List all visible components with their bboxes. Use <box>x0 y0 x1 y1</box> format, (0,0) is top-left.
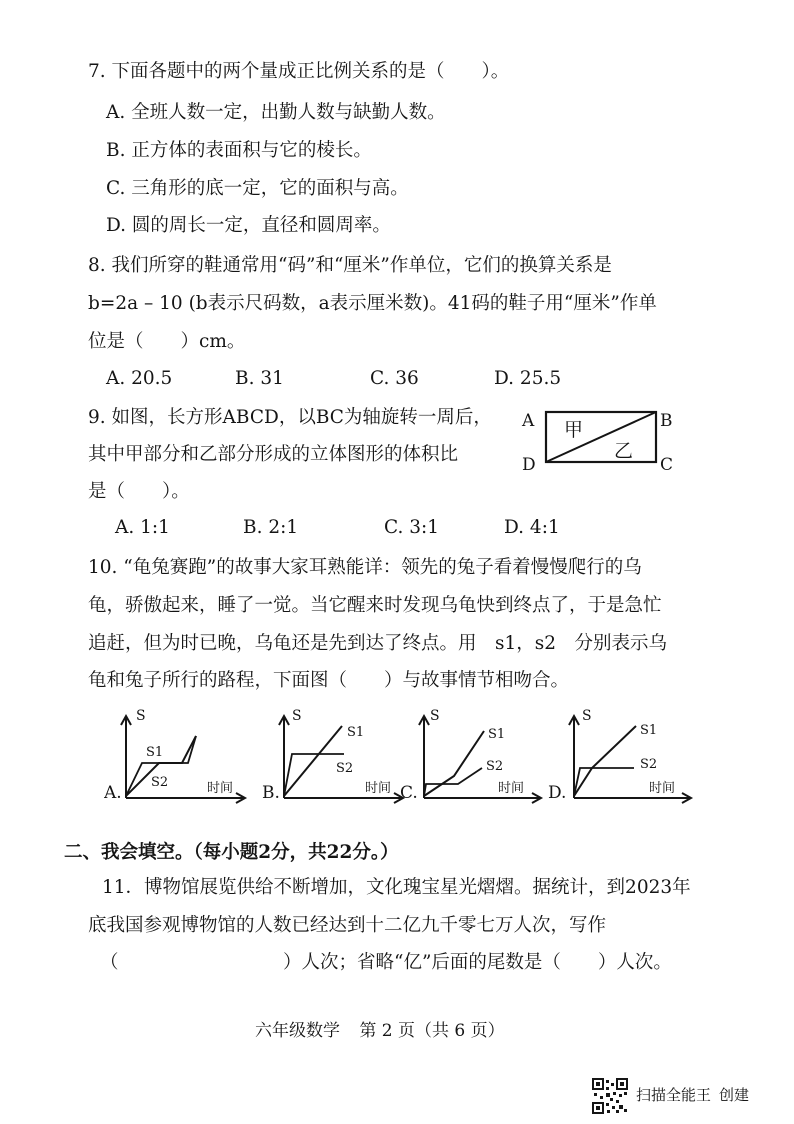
option-letter: D. <box>548 783 567 803</box>
s2-label: S2 <box>151 775 169 790</box>
watermark-app-name: 扫描全能王 <box>636 1086 712 1104</box>
x-axis-label: 时间 <box>365 781 392 796</box>
q8-option-a: A. 20.5 <box>106 368 173 389</box>
s1-label: S1 <box>640 723 658 738</box>
q9-line1: 9. 如图，长方形ABCD，以BC为轴旋转一周后， <box>88 407 492 428</box>
q9-option-a: A. 1:1 <box>115 517 170 538</box>
q10-graph-b <box>262 706 412 806</box>
q7-option-a: A. 全班人数一定，出勤人数与缺勤人数。 <box>106 102 446 123</box>
watermark-text <box>636 1084 757 1105</box>
option-letter: C. <box>400 783 418 803</box>
q9-option-b: B. 2:1 <box>243 517 299 538</box>
s2-label: S2 <box>336 761 354 776</box>
s1-line <box>574 726 636 796</box>
diagonal-db <box>546 412 656 462</box>
option-letter: B. <box>262 783 280 803</box>
q7-stem: 7. 下面各题中的两个量成正比例关系的是（ ）。 <box>88 61 510 82</box>
s1-label: S1 <box>488 727 506 742</box>
q9-line2: 其中甲部分和乙部分形成的立体图形的体积比 <box>88 444 459 465</box>
q8-line1: 8. 我们所穿的鞋通常用“码”和“厘米”作单位，它们的换算关系是 <box>88 255 612 276</box>
q8-line2: b=2a – 10 (b表示尺码数，a表示厘米数)。41码的鞋子用“厘米”作单 <box>88 293 657 314</box>
s2-label: S2 <box>486 759 504 774</box>
s2-line <box>424 768 482 796</box>
q10-graph-c <box>400 706 550 806</box>
q10-line1: 10. “龟兔赛跑”的故事大家耳熟能详：领先的兔子看着慢慢爬行的乌 <box>88 557 642 578</box>
q10-line4: 龟和兔子所行的路程，下面图（ ）与故事情节相吻合。 <box>88 670 570 691</box>
s1-label: S1 <box>146 745 164 760</box>
section2-heading: 二、我会填空。（每小题2分，共22分。） <box>64 842 399 863</box>
q11-line3-rest: ）人次；省略“亿”后面的尾数是（ ）人次。 <box>283 952 672 973</box>
q10-line2: 龟，骄傲起来，睡了一觉。当它醒来时发现乌龟快到终点了，于是急忙 <box>88 595 662 616</box>
q9-rectangle-figure <box>518 402 678 474</box>
q11-line1: 11．博物馆展览供给不断增加，文化瑰宝星光熠熠。据统计，到2023年 <box>102 877 691 898</box>
q11-line3-open: （ <box>100 952 119 973</box>
label-d: D <box>522 455 536 474</box>
watermark-action: 创建 <box>719 1086 750 1104</box>
s1-label: S1 <box>347 725 365 740</box>
q7-option-c: C. 三角形的底一定，它的面积与高。 <box>106 178 409 199</box>
q10-graph-d <box>548 706 698 806</box>
s1-line <box>424 731 484 796</box>
s2-label: S2 <box>640 757 658 772</box>
y-axis-label: S <box>582 708 592 724</box>
page-footer <box>255 1016 505 1041</box>
y-axis-label: S <box>292 708 302 724</box>
q9-option-d: D. 4:1 <box>504 517 560 538</box>
q8-option-c: C. 36 <box>370 368 419 389</box>
q8-option-d: D. 25.5 <box>494 368 562 389</box>
qr-code-icon <box>592 1078 628 1114</box>
footer-grade-subject: 六年级数学 <box>255 1021 340 1041</box>
label-b: B <box>660 411 673 431</box>
q10-graph-a <box>104 706 254 806</box>
y-axis-label: S <box>430 708 440 724</box>
label-jia: 甲 <box>564 419 584 441</box>
y-axis-label: S <box>136 708 146 724</box>
footer-page-number: 第 2 页（共 6 页） <box>359 1021 505 1041</box>
x-axis-label: 时间 <box>498 781 525 796</box>
label-yi: 乙 <box>614 440 634 462</box>
label-c: C <box>660 455 674 474</box>
q7-option-d: D. 圆的周长一定，直径和圆周率。 <box>106 215 391 236</box>
q10-line3: 追赶，但为时已晚，乌龟还是先到达了终点。用 s1，s2 分别表示乌 <box>88 633 668 654</box>
label-a: A <box>522 411 535 431</box>
option-letter: A. <box>104 783 122 803</box>
q11-line2: 底我国参观博物馆的人数已经达到十二亿九千零七万人次，写作 <box>88 915 607 936</box>
scanner-watermark <box>592 1076 782 1116</box>
q8-option-b: B. 31 <box>235 368 284 389</box>
q9-line3: 是（ ）。 <box>88 481 190 502</box>
q7-option-b: B. 正方体的表面积与它的棱长。 <box>106 140 372 161</box>
s1-line <box>284 726 342 796</box>
x-axis-label: 时间 <box>207 781 234 796</box>
q9-option-c: C. 3:1 <box>384 517 440 538</box>
q8-line3: 位是（ ）cm。 <box>88 331 246 352</box>
x-axis-label: 时间 <box>649 781 676 796</box>
